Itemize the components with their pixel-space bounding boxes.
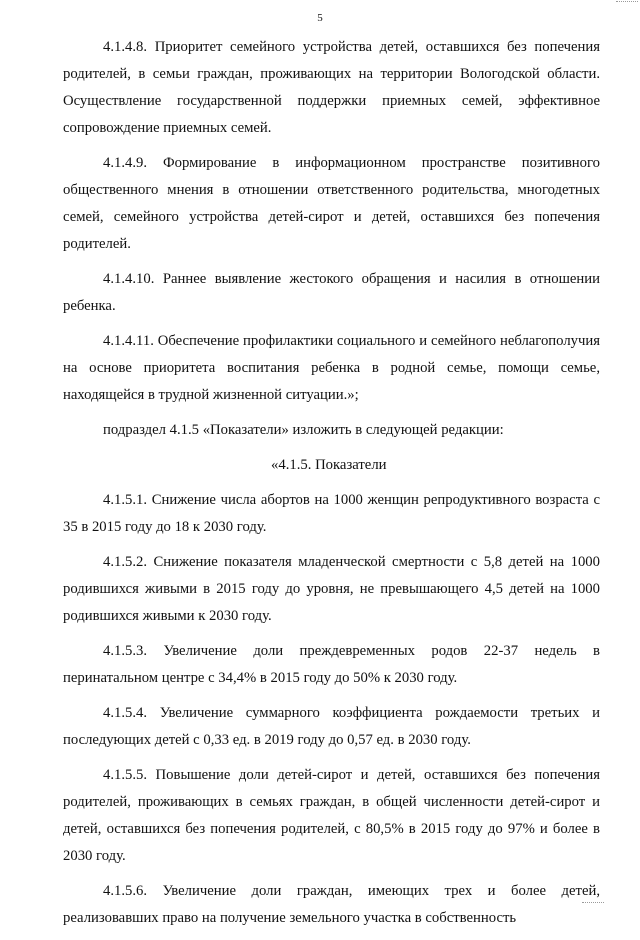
section-heading-4-1-5: «4.1.5. Показатели — [271, 457, 387, 473]
paragraph-4-1-4-11: 4.1.4.11. Обеспечение профилактики социального и семейного неблагополучия на основе приоритета воспитания ребенка в родной семье, помощи семье, находящейся в трудной жизненной ситуации.»; — [63, 333, 600, 403]
paragraph-4-1-5-6: 4.1.5.6. Увеличение доли граждан, имеющих трех и более детей, реализовавших право на получение земельного участка в собственность — [63, 883, 600, 926]
paragraph-4-1-4-9: 4.1.4.9. Формирование в информационном пространстве позитивного общественного мнения в отношении ответственного родительства, многодетных семей, семейного устройства детей-сирот и детей, оставшихся без попечения родителей. — [63, 155, 600, 252]
document-body — [63, 34, 600, 940]
paragraph-subsection-instruction: подраздел 4.1.5 «Показатели» изложить в следующей редакции: — [103, 422, 504, 438]
page-number: 5 — [317, 12, 323, 24]
paragraph-4-1-5-3: 4.1.5.3. Увеличение доли преждевременных родов 22-37 недель в перинатальном центре с 34,4% в 2015 году до 50% к 2030 году. — [63, 643, 600, 686]
paragraph-4-1-5-4: 4.1.5.4. Увеличение суммарного коэффициента рождаемости третьих и последующих детей с 0,33 ед. в 2019 году до 0,57 ед. в 2030 году. — [63, 705, 600, 748]
paragraph-4-1-5-2: 4.1.5.2. Снижение показателя младенческой смертности с 5,8 детей на 1000 родившихся живыми в 2015 году до уровня, не превышающего 4,5 детей на 1000 родившихся живыми к 2030 году. — [63, 554, 600, 624]
scan-edge-mark — [582, 902, 604, 903]
paragraph-4-1-5-5: 4.1.5.5. Повышение доли детей-сирот и детей, оставшихся без попечения родителей, проживающих в семьях граждан, в общей численности детей-сирот и детей, оставшихся без попечения родителей, с 80,5% в 2015 году до 97% и более в 2030 году. — [63, 767, 600, 864]
paragraph-4-1-4-10: 4.1.4.10. Раннее выявление жестокого обращения и насилия в отношении ребенка. — [63, 271, 600, 314]
scan-edge-mark — [616, 1, 638, 2]
paragraph-4-1-5-1: 4.1.5.1. Снижение числа абортов на 1000 женщин репродуктивного возраста с 35 в 2015 году до 18 к 2030 году. — [63, 492, 600, 535]
paragraph-4-1-4-8: 4.1.4.8. Приоритет семейного устройства детей, оставшихся без попечения родителей, в семьи граждан, проживающих на территории Вологодской области. Осуществление государственной поддержки приемных семей, эффективное сопровождение приемных семей. — [63, 39, 600, 136]
